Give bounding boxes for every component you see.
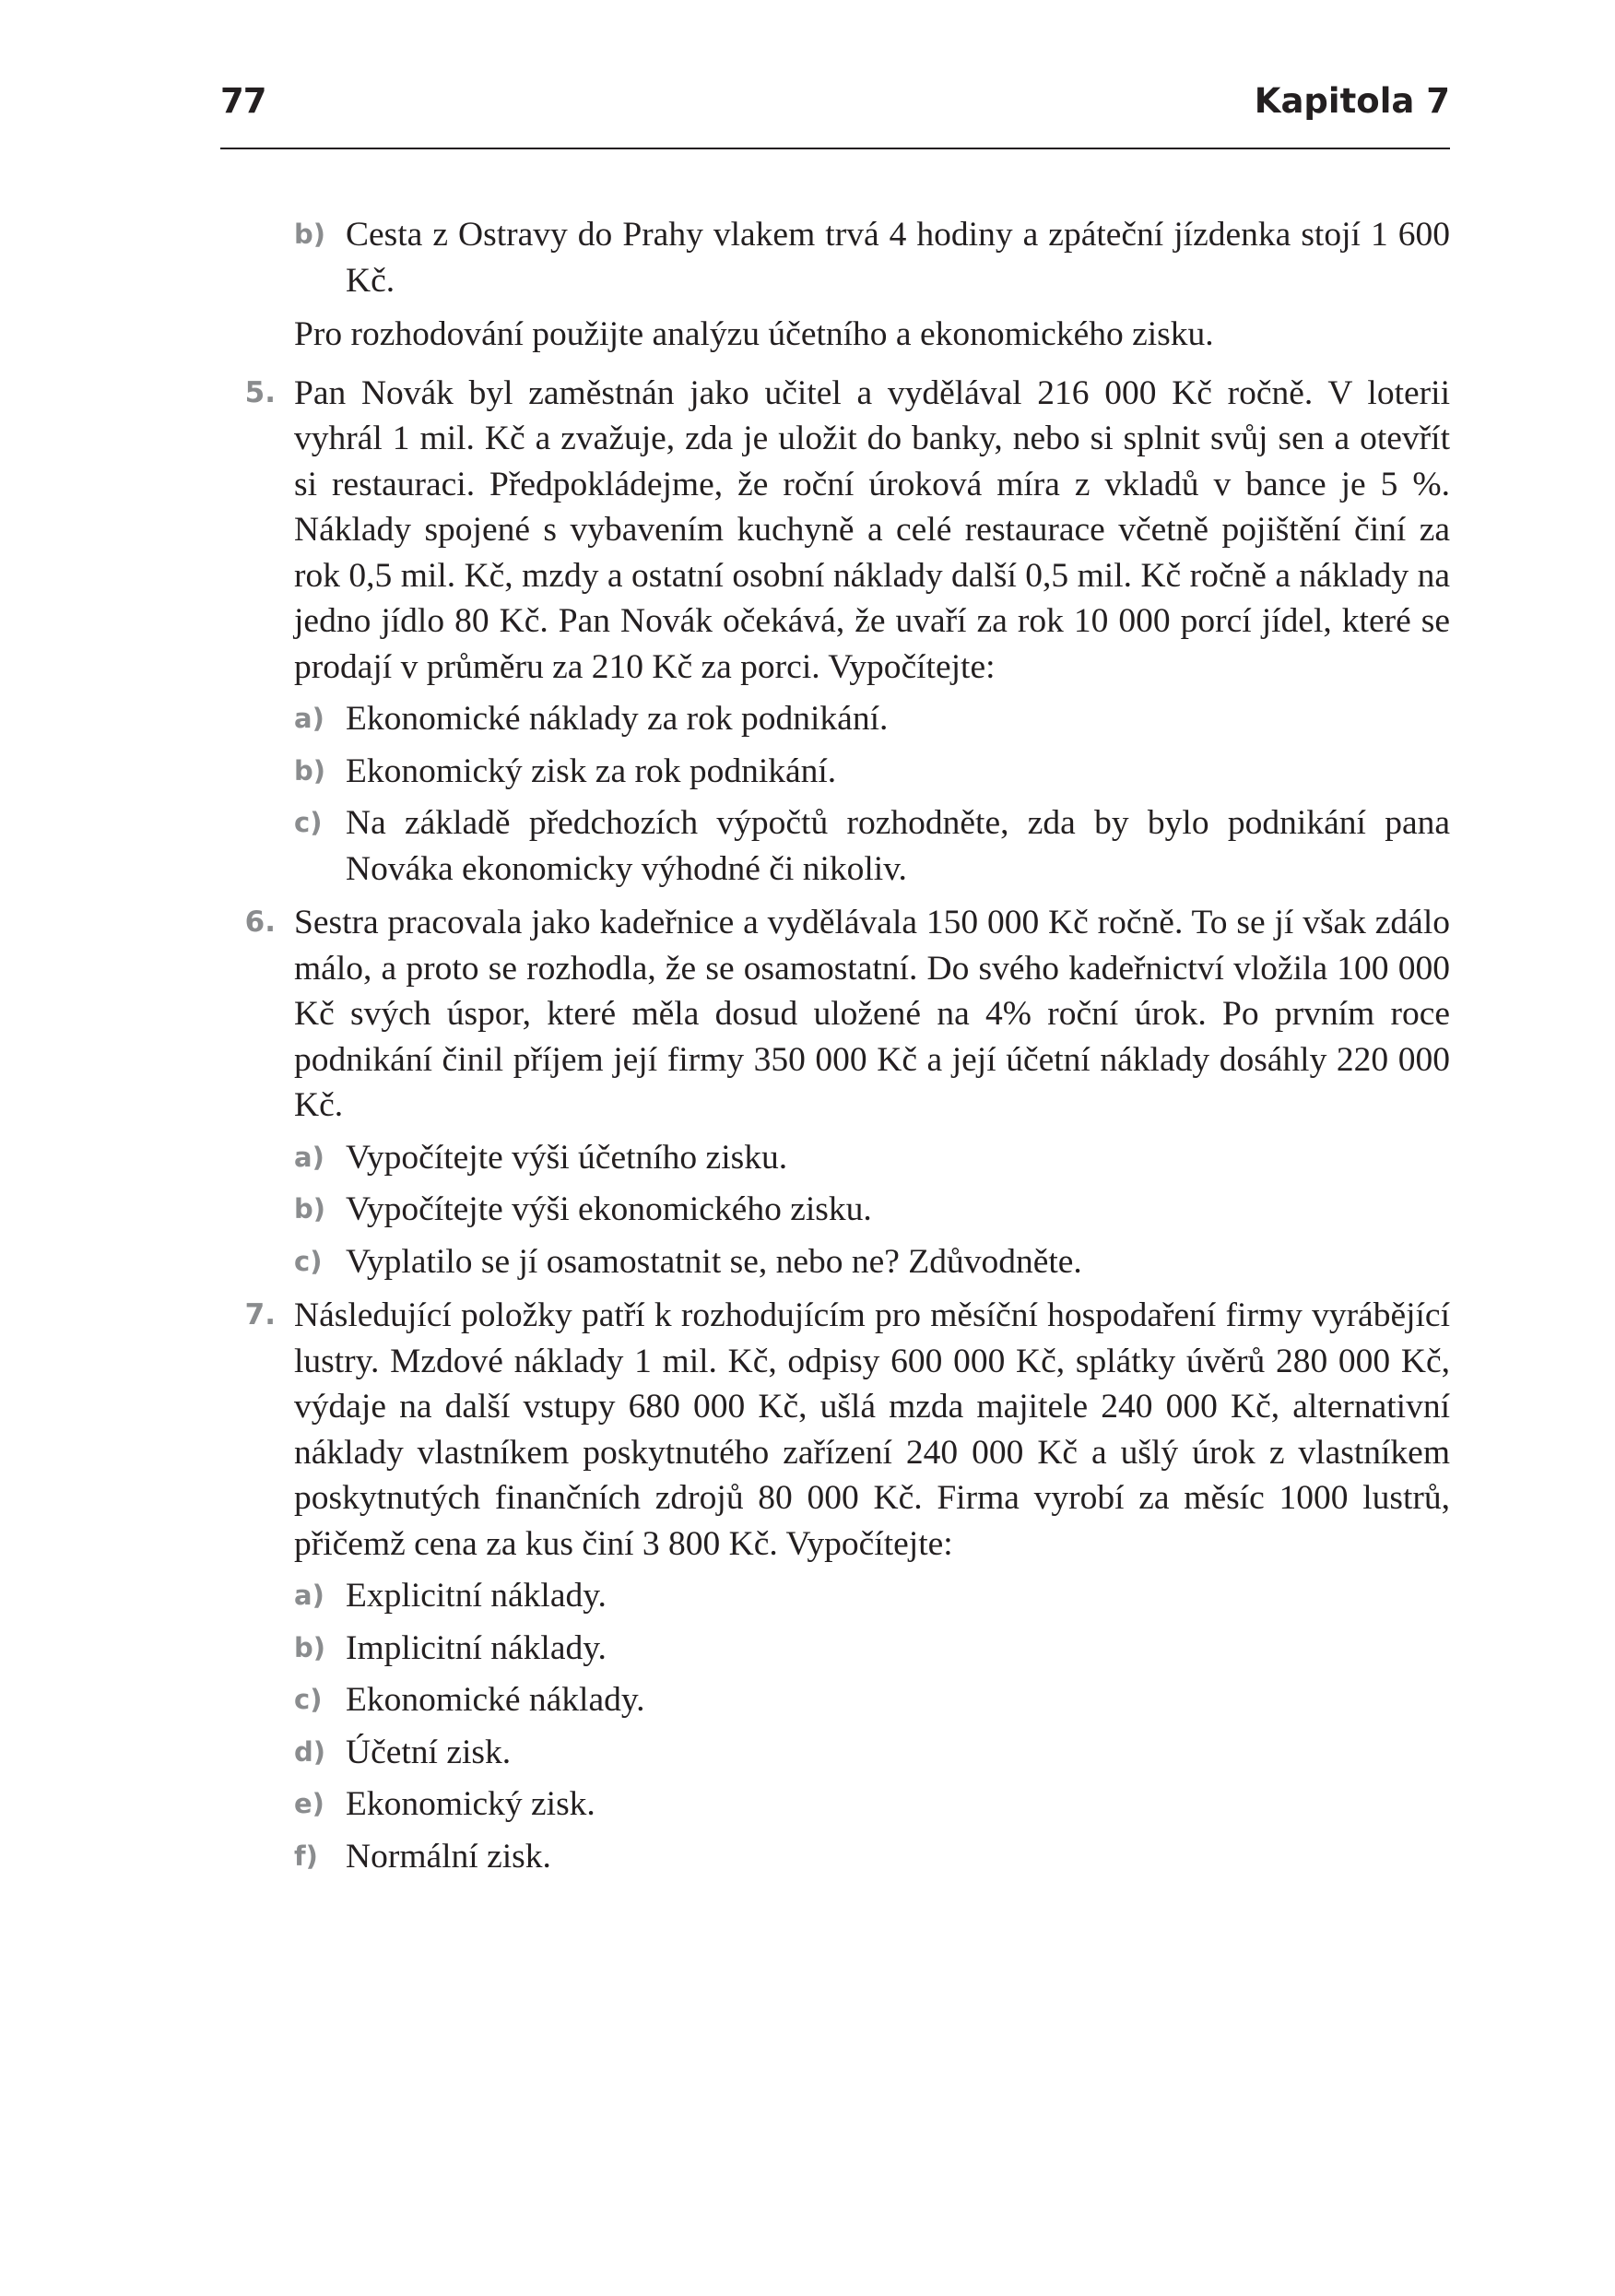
sub-item-letter: f) xyxy=(294,1840,318,1872)
sub-item-text: Normální zisk. xyxy=(346,1837,551,1876)
sub-item xyxy=(294,1677,1450,1723)
sub-item-letter: a) xyxy=(294,703,324,734)
exercise-6 xyxy=(220,900,1450,1284)
sub-item-text: Implicitní náklady. xyxy=(346,1628,607,1667)
sub-item-letter: c) xyxy=(294,807,323,838)
sub-item-text: Vypočítejte výši ekonomického zisku. xyxy=(346,1190,872,1228)
sub-item-text: Cesta z Ostravy do Prahy vlakem trvá 4 hodiny a zpáteční jízdenka stojí 1 600 Kč. xyxy=(346,216,1450,300)
sub-item xyxy=(294,749,1450,795)
sub-item-text: Vypočítejte výši účetního zisku. xyxy=(346,1138,788,1177)
sub-item xyxy=(294,1781,1450,1828)
exercise-7 xyxy=(220,1293,1450,1879)
sub-item-letter: c) xyxy=(294,1245,323,1277)
sub-item-text: Explicitní náklady. xyxy=(346,1577,607,1615)
sub-item-text: Ekonomický zisk za rok podnikání. xyxy=(346,752,837,790)
sub-item xyxy=(294,1135,1450,1181)
sub-item-letter: a) xyxy=(294,1141,324,1173)
sub-item-text: Ekonomický zisk. xyxy=(346,1785,595,1823)
sub-item-letter: d) xyxy=(294,1735,326,1768)
sub-item-letter: c) xyxy=(294,1684,323,1715)
exercise-number: 6. xyxy=(244,905,276,939)
sub-item xyxy=(294,212,1450,303)
page-header xyxy=(220,72,1450,127)
sub-item-letter: b) xyxy=(294,754,326,787)
sub-item-text: Účetní zisk. xyxy=(346,1733,512,1771)
sub-item-text: Vyplatilo se jí osamostatnit se, nebo ne? Zdůvodněte. xyxy=(346,1242,1082,1281)
exercise-5 xyxy=(220,371,1450,893)
exercise-text: Sestra pracovala jako kadeřnice a vydělávala 150 000 Kč ročně. To se jí však zdálo málo, a proto se rozhodla, že se osamostatní. Do svého kadeřnictví vložila 100 000 Kč svých úspor, které měla dosud uložené na 4% roční úrok. Po prvním roce podnikání činil příjem její firmy 350 000 Kč a její účetní náklady dosáhly 220 000 Kč. xyxy=(294,904,1450,1124)
sub-item xyxy=(294,1730,1450,1776)
continuation-note: Pro rozhodování použijte analýzu účetního a ekonomického zisku. xyxy=(294,315,1214,353)
sub-item xyxy=(294,1573,1450,1619)
exercise-number: 5. xyxy=(244,375,276,409)
sub-item-letter: b) xyxy=(294,219,326,250)
continuation-block xyxy=(220,212,1450,358)
exercise-text: Následující položky patří k rozhodujícím pro měsíční hospodaření firmy vyrábějící lustry. Mzdové náklady 1 mil. Kč, odpisy 600 000 Kč, splátky úvěrů 280 000 Kč, výdaje na další vstupy 680 000 Kč, ušlá mzda majitele 240 000 Kč, alternativní náklady vlastníkem poskytnutého zařízení 240 000 Kč a ušlý úrok z vlastníkem poskytnutých finančních zdrojů 80 000 Kč. Firma vyrobí za měsíc 1000 lustrů, přičemž cena za kus činí 3 800 Kč. Vypočítejte: xyxy=(294,1296,1450,1563)
exercise-text: Pan Novák byl zaměstnán jako učitel a vydělával 216 000 Kč ročně. V loterii vyhrál 1 mil. Kč a zvažuje, zda je uložit do banky, nebo si splnit svůj sen a otevřít si restauraci. Předpokládejme, že roční úroková míra z vkladů v bance je 5 %. Náklady spojené s vybavením kuchyně a celé restaurace včetně pojištění činí za rok 0,5 mil. Kč, mzdy a ostatní osobní náklady další 0,5 mil. Kč ročně a náklady na jedno jídlo 80 Kč. Pan Novák očekává, že uvaří za rok 10 000 porcí jídel, které se prodají v průměru za 210 Kč za porci. Vypočítejte: xyxy=(294,373,1450,686)
page-content xyxy=(220,212,1450,1879)
sub-item xyxy=(294,696,1450,742)
sub-item-letter: b) xyxy=(294,1631,326,1663)
sub-item xyxy=(294,1187,1450,1233)
header-rule xyxy=(220,148,1450,149)
exercise-number: 7. xyxy=(244,1298,276,1331)
sub-item-letter: a) xyxy=(294,1580,324,1611)
sub-item xyxy=(294,800,1450,892)
sub-item xyxy=(294,1626,1450,1672)
sub-item-letter: b) xyxy=(294,1193,326,1225)
sub-item-text: Ekonomické náklady. xyxy=(346,1681,645,1719)
sub-item xyxy=(294,1239,1450,1285)
sub-item-text: Na základě předchozích výpočtů rozhodněte, zda by bylo podnikání pana Nováka ekonomicky výhodné či nikoliv. xyxy=(346,804,1450,888)
sub-item-letter: e) xyxy=(294,1788,324,1819)
chapter-title: Kapitola 7 xyxy=(1254,81,1450,121)
sub-item-text: Ekonomické náklady za rok podnikání. xyxy=(346,700,889,738)
sub-item xyxy=(294,1834,1450,1880)
page-number: 77 xyxy=(220,81,266,121)
